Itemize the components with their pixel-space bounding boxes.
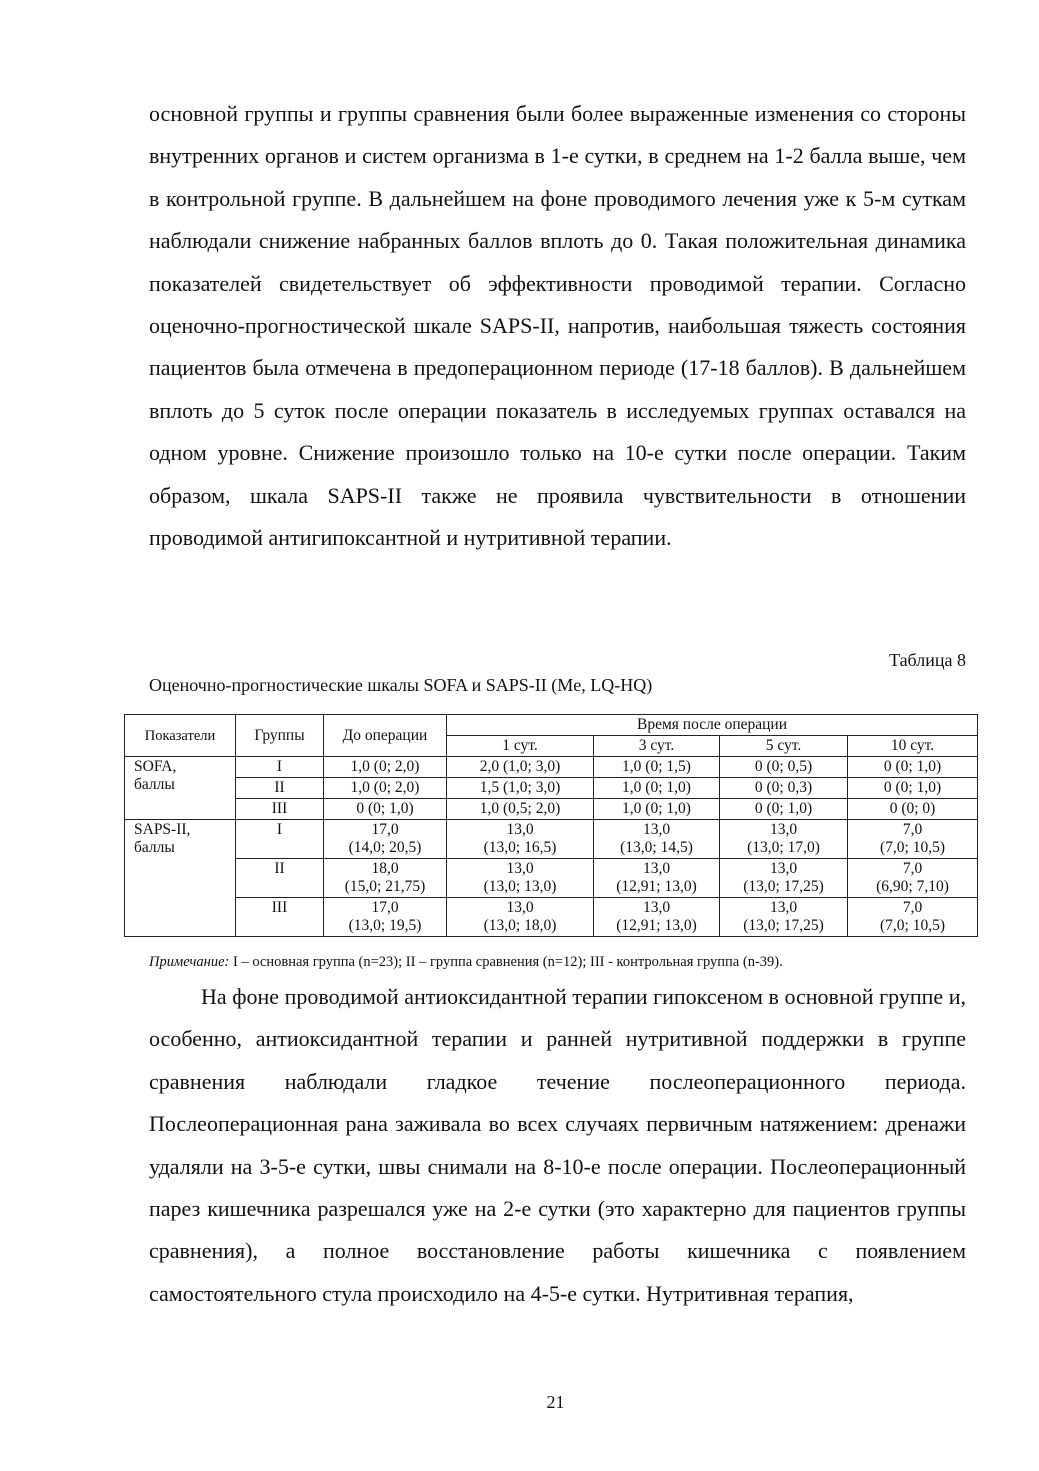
indicator-unit: баллы [134,839,175,856]
value-cell: 1,0 (0; 2,0) [324,778,447,799]
value-cell [720,898,848,937]
range-value: (13,0; 14,5) [620,839,693,856]
range-value: (13,0; 13,0) [483,878,557,895]
range-value: (13,0; 17,25) [743,878,824,895]
value-cell: 0 (0; 1,0) [720,799,848,820]
value-cell [848,898,978,937]
value-cell: 1,0 (0,5; 2,0) [447,799,594,820]
range-value: (13,0; 17,25) [743,917,824,934]
note-label: Примечание: [149,954,230,970]
value-cell [848,859,978,898]
header-day-10: 10 сут. [848,736,978,757]
indicator-label: SOFA, [134,758,177,775]
header-day-5: 5 сут. [720,736,848,757]
table-row [125,757,978,778]
median-value: 17,0 [371,821,399,838]
table-row [125,898,978,937]
range-value: (12,91; 13,0) [616,917,697,934]
group-cell: II [236,778,324,799]
group-cell: III [236,898,324,937]
body-paragraph-1: основной группы и группы сравнения были более выраженные изменения со стороны внутренних органов и систем организма в 1-е сутки, в среднем на 1-2 балла выше, чем в контрольной группе. В дальнейшем на фоне проводимого лечения уже к 5-м суткам наблюдали снижение набранных баллов вплоть до 0. Такая положительная динамика показателей свидетельствует об эффективности проводимой терапии. Согласно оценочно-прогностической шкале SAPS-II, напротив, наибольшая тяжесть состояния пациентов была отмечена в предоперационном периоде (17-18 баллов). В дальнейшем вплоть до 5 суток после операции показатель в исследуемых группах оставался на одном уровне. Снижение произошло только на 10-е сутки после операции. Таким образом, шкала SAPS-II также не проявила чувствительности в отношении проводимой антигипоксантной и нутритивной терапии. [149,101,966,551]
median-value: 13,0 [642,899,671,916]
table-number: Таблица 8 [889,650,966,670]
group-cell: I [236,757,324,778]
value-cell [447,898,594,937]
value-cell: 2,0 (1,0; 3,0) [447,757,594,778]
table-row [125,859,978,898]
median-value: 13,0 [506,899,534,916]
indicator-unit: баллы [134,776,175,793]
value-cell [594,898,720,937]
median-value: 7,0 [902,899,923,916]
value-cell [324,898,447,937]
table-header-row-1 [125,715,978,736]
median-value: 18,0 [371,860,399,877]
header-before-surgery: До операции [324,715,447,757]
value-cell [720,820,848,859]
value-cell [447,820,594,859]
median-value: 13,0 [506,821,534,838]
value-cell: 0 (0; 1,0) [848,778,978,799]
median-value: 7,0 [902,821,923,838]
median-value: 13,0 [642,860,671,877]
table-caption: Оценочно-прогностические шкалы SOFA и SAPS-II (Me, LQ-HQ) [149,675,653,695]
body-paragraph-2: На фоне проводимой антиоксидантной терапии гипоксеном в основной группе и, особенно, антиоксидантной терапии и ранней нутритивной поддержки в группе сравнения наблюдали гладкое течение послеоперационного периода. Послеоперационная рана заживала во всех случаях первичным натяжением: дренажи удаляли на 3-5-е сутки, швы снимали на 8-10-е после операции. Послеоперационный парез кишечника разрешался уже на 2-е сутки (это характерно для пациентов группы сравнения), а полное восстановление работы кишечника с появлением самостоятельного стула происходило на 4-5-е сутки. Нутритивная терапия, [149,984,966,1306]
median-value: 13,0 [642,821,671,838]
value-cell: 0 (0; 0) [848,799,978,820]
table-note [149,954,783,971]
range-value: (12,91; 13,0) [616,878,697,895]
range-value: (13,0; 18,0) [483,917,557,934]
value-cell: 0 (0; 0,3) [720,778,848,799]
value-cell: 0 (0; 0,5) [720,757,848,778]
value-cell [594,820,720,859]
indicator-sofa [125,757,236,820]
median-value: 7,0 [902,860,923,877]
header-groups: Группы [236,715,324,757]
range-value: (15,0; 21,75) [344,878,426,895]
scores-table [124,714,978,937]
value-cell [594,859,720,898]
value-cell [447,859,594,898]
value-cell: 0 (0; 1,0) [848,757,978,778]
range-value: (13,0; 19,5) [348,917,422,934]
group-cell: II [236,859,324,898]
indicator-saps [125,820,236,937]
median-value: 17,0 [371,899,399,916]
page-number: 21 [546,1392,565,1412]
value-cell: 1,0 (0; 1,5) [594,757,720,778]
median-value: 13,0 [769,821,798,838]
median-value: 13,0 [769,860,798,877]
range-value: (13,0; 16,5) [483,839,557,856]
indicator-label: SAPS-II, [134,821,191,838]
value-cell [324,820,447,859]
header-time-after-surgery: Время после операции [447,715,978,736]
range-value: (7,0; 10,5) [880,839,946,856]
range-value: (14,0; 20,5) [348,839,422,856]
table-row [125,778,978,799]
value-cell: 0 (0; 1,0) [324,799,447,820]
value-cell: 1,0 (0; 2,0) [324,757,447,778]
median-value: 13,0 [506,860,534,877]
median-value: 13,0 [769,899,798,916]
value-cell: 1,5 (1,0; 3,0) [447,778,594,799]
value-cell: 1,0 (0; 1,0) [594,778,720,799]
range-value: (6,90; 7,10) [876,878,949,895]
group-cell: III [236,799,324,820]
range-value: (7,0; 10,5) [880,917,946,934]
value-cell [720,859,848,898]
value-cell [324,859,447,898]
table-row [125,799,978,820]
header-indicator: Показатели [125,715,236,757]
header-day-3: 3 сут. [594,736,720,757]
header-day-1: 1 сут. [447,736,594,757]
group-cell: I [236,820,324,859]
table-row [125,820,978,859]
note-text: I – основная группа (n=23); II – группа сравнения (n=12); III - контрольная группа (n-39). [229,954,783,970]
value-cell [848,820,978,859]
range-value: (13,0; 17,0) [747,839,820,856]
value-cell: 1,0 (0; 1,0) [594,799,720,820]
